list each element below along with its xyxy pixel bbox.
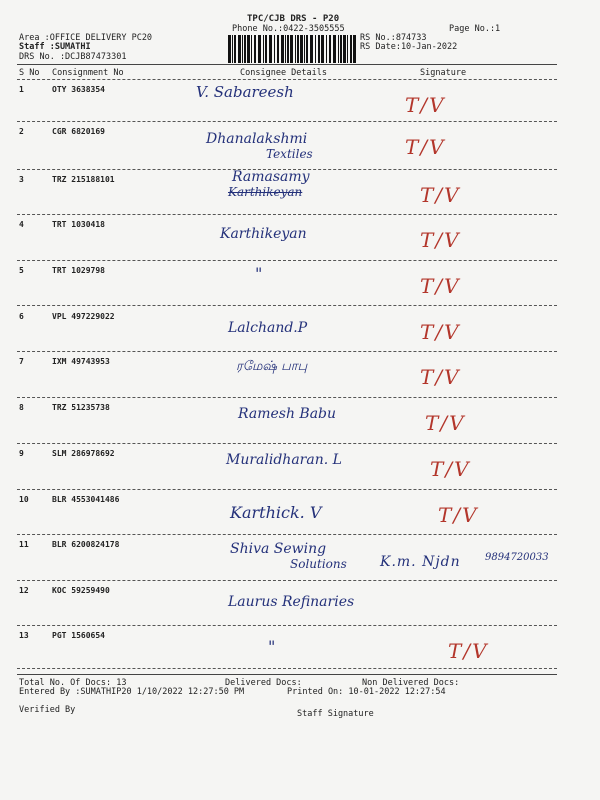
page-number: Page No.:1 — [449, 24, 501, 34]
barcode-bar — [347, 35, 348, 63]
row-divider — [17, 534, 557, 535]
consignee-name: " — [255, 264, 263, 283]
row-number: 13 — [19, 631, 29, 640]
barcode-bar — [269, 35, 272, 63]
barcode-bar — [244, 35, 246, 63]
consignee-name-line2: Karthikeyan — [228, 185, 303, 199]
row-divider — [17, 305, 557, 306]
receiver-signature: T/V — [430, 457, 471, 481]
row-divider — [17, 580, 557, 581]
barcode-bar — [285, 35, 286, 63]
barcode-bar — [277, 35, 279, 63]
barcode — [228, 35, 356, 63]
row-number: 1 — [19, 85, 24, 94]
row-divider — [17, 443, 557, 444]
consignee-name: V. Sabareesh — [196, 83, 294, 101]
consignment-number: VPL 497229022 — [52, 312, 115, 321]
consignee-name: Lalchand.P — [228, 320, 308, 336]
row-divider — [17, 625, 557, 626]
barcode-bar — [287, 35, 289, 63]
barcode-bar — [251, 35, 252, 63]
barcode-bar — [343, 35, 346, 63]
rs-number: RS No.:874733 — [360, 33, 427, 43]
barcode-bar — [353, 35, 356, 63]
barcode-bar — [310, 35, 313, 63]
consignee-name: ரமேஷ் பாபு — [236, 359, 308, 374]
row-number: 5 — [19, 266, 24, 275]
barcode-bar — [315, 35, 316, 63]
barcode-bar — [281, 35, 284, 63]
consignment-number: TRZ 51235738 — [52, 403, 110, 412]
consignee-name: Ramasamy — [232, 169, 310, 185]
staff-label: Staff :SUMATHI — [19, 42, 91, 52]
barcode-bar — [338, 35, 339, 63]
barcode-bar — [232, 35, 233, 63]
row-number: 9 — [19, 449, 24, 458]
barcode-bar — [274, 35, 275, 63]
row-divider — [17, 351, 557, 352]
verified-by: Verified By — [19, 705, 76, 715]
barcode-bar — [321, 35, 324, 63]
consignee-name: Dhanalakshmi — [206, 131, 308, 147]
barcode-bar — [340, 35, 342, 63]
barcode-bar — [300, 35, 303, 63]
col-signature: Signature — [420, 68, 467, 78]
barcode-bar — [329, 35, 331, 63]
consignment-number: TRT 1029798 — [52, 266, 105, 275]
receiver-signature: T/V — [420, 228, 461, 252]
row-number: 12 — [19, 586, 29, 595]
row-number: 2 — [19, 127, 24, 136]
document-title: TPC/CJB DRS - P20 — [247, 14, 340, 24]
area-label: Area :OFFICE DELIVERY PC20 — [19, 33, 153, 43]
receiver-phone: 9894720033 — [485, 552, 549, 563]
row-number: 8 — [19, 403, 24, 412]
row-divider — [17, 397, 557, 398]
receiver-signature: T/V — [405, 93, 446, 117]
consignment-number: TRZ 215188101 — [52, 175, 115, 184]
barcode-bar — [295, 35, 296, 63]
footer-divider — [17, 674, 557, 675]
barcode-bar — [265, 35, 267, 63]
drs-number: DRS No. :DCJB87473301 — [19, 52, 127, 62]
row-number: 7 — [19, 357, 24, 366]
barcode-bar — [234, 35, 236, 63]
barcode-bar — [238, 35, 241, 63]
consignment-number: IXM 49743953 — [52, 357, 110, 366]
receiver-signature: T/V — [420, 320, 461, 344]
consignee-name-line2: Textiles — [266, 147, 313, 161]
consignment-number: KOC 59259490 — [52, 586, 110, 595]
consignment-number: PGT 1560654 — [52, 631, 105, 640]
col-consignee: Consignee Details — [240, 68, 327, 78]
barcode-bar — [350, 35, 352, 63]
consignee-name: Shiva Sewing — [230, 541, 327, 557]
consignment-number: SLM 286978692 — [52, 449, 115, 458]
receiver-signature: T/V — [420, 274, 461, 298]
consignee-name: Ramesh Babu — [238, 406, 337, 422]
consignee-name-line2: Solutions — [290, 557, 347, 571]
col-consignment: Consignment No — [52, 68, 124, 78]
receiver-signature: T/V — [420, 365, 461, 389]
rs-date: RS Date:10-Jan-2022 — [360, 42, 458, 52]
consignment-number: BLR 4553041486 — [52, 495, 120, 504]
consignment-number: OTY 3638354 — [52, 85, 105, 94]
consignee-name: Karthick. V — [230, 503, 322, 522]
receiver-signature: T/V — [425, 411, 466, 435]
staff-signature: Staff Signature — [297, 709, 374, 719]
printed-on: Printed On: 10-01-2022 12:27:54 — [287, 687, 446, 697]
row-number: 10 — [19, 495, 29, 504]
row-divider — [17, 214, 557, 215]
consignment-number: TRT 1030418 — [52, 220, 105, 229]
barcode-bar — [254, 35, 256, 63]
col-sno: S No — [19, 68, 40, 78]
consignee-name: " — [268, 637, 276, 656]
barcode-bar — [258, 35, 261, 63]
barcode-bar — [297, 35, 299, 63]
consignee-name: Laurus Refinaries — [228, 594, 355, 610]
row-divider — [17, 260, 557, 261]
consignee-name: Karthikeyan — [220, 226, 307, 242]
receiver-signature: T/V — [420, 183, 461, 207]
receiver-signature: K.m. Njdn — [380, 554, 461, 570]
row-number: 3 — [19, 175, 24, 184]
non-delivered-docs: Non Delivered Docs: — [362, 678, 460, 688]
row-number: 4 — [19, 220, 24, 229]
receiver-signature: T/V — [405, 135, 446, 159]
consignment-number: BLR 6200824178 — [52, 540, 120, 549]
barcode-bar — [247, 35, 250, 63]
barcode-bar — [290, 35, 293, 63]
row-divider — [17, 489, 557, 490]
barcode-bar — [304, 35, 305, 63]
header-divider — [17, 64, 557, 65]
phone-number: Phone No.:0422-3505555 — [232, 24, 345, 34]
column-divider — [17, 79, 557, 80]
receiver-signature: T/V — [438, 503, 479, 527]
row-divider — [17, 121, 557, 122]
receiver-signature: T/V — [448, 639, 489, 663]
barcode-bar — [318, 35, 320, 63]
barcode-bar — [228, 35, 231, 63]
consignment-number: CGR 6820169 — [52, 127, 105, 136]
delivered-docs: Delivered Docs: — [225, 678, 302, 688]
barcode-bar — [306, 35, 308, 63]
entered-by: Entered By :SUMATHIP20 1/10/2022 12:27:50 PM — [19, 687, 245, 697]
row-divider — [17, 668, 557, 669]
total-docs: Total No. Of Docs: 13 — [19, 678, 127, 688]
row-number: 6 — [19, 312, 24, 321]
consignee-name: Muralidharan. L — [226, 452, 342, 468]
barcode-bar — [242, 35, 243, 63]
row-number: 11 — [19, 540, 29, 549]
barcode-bar — [333, 35, 336, 63]
barcode-bar — [263, 35, 264, 63]
barcode-bar — [326, 35, 327, 63]
